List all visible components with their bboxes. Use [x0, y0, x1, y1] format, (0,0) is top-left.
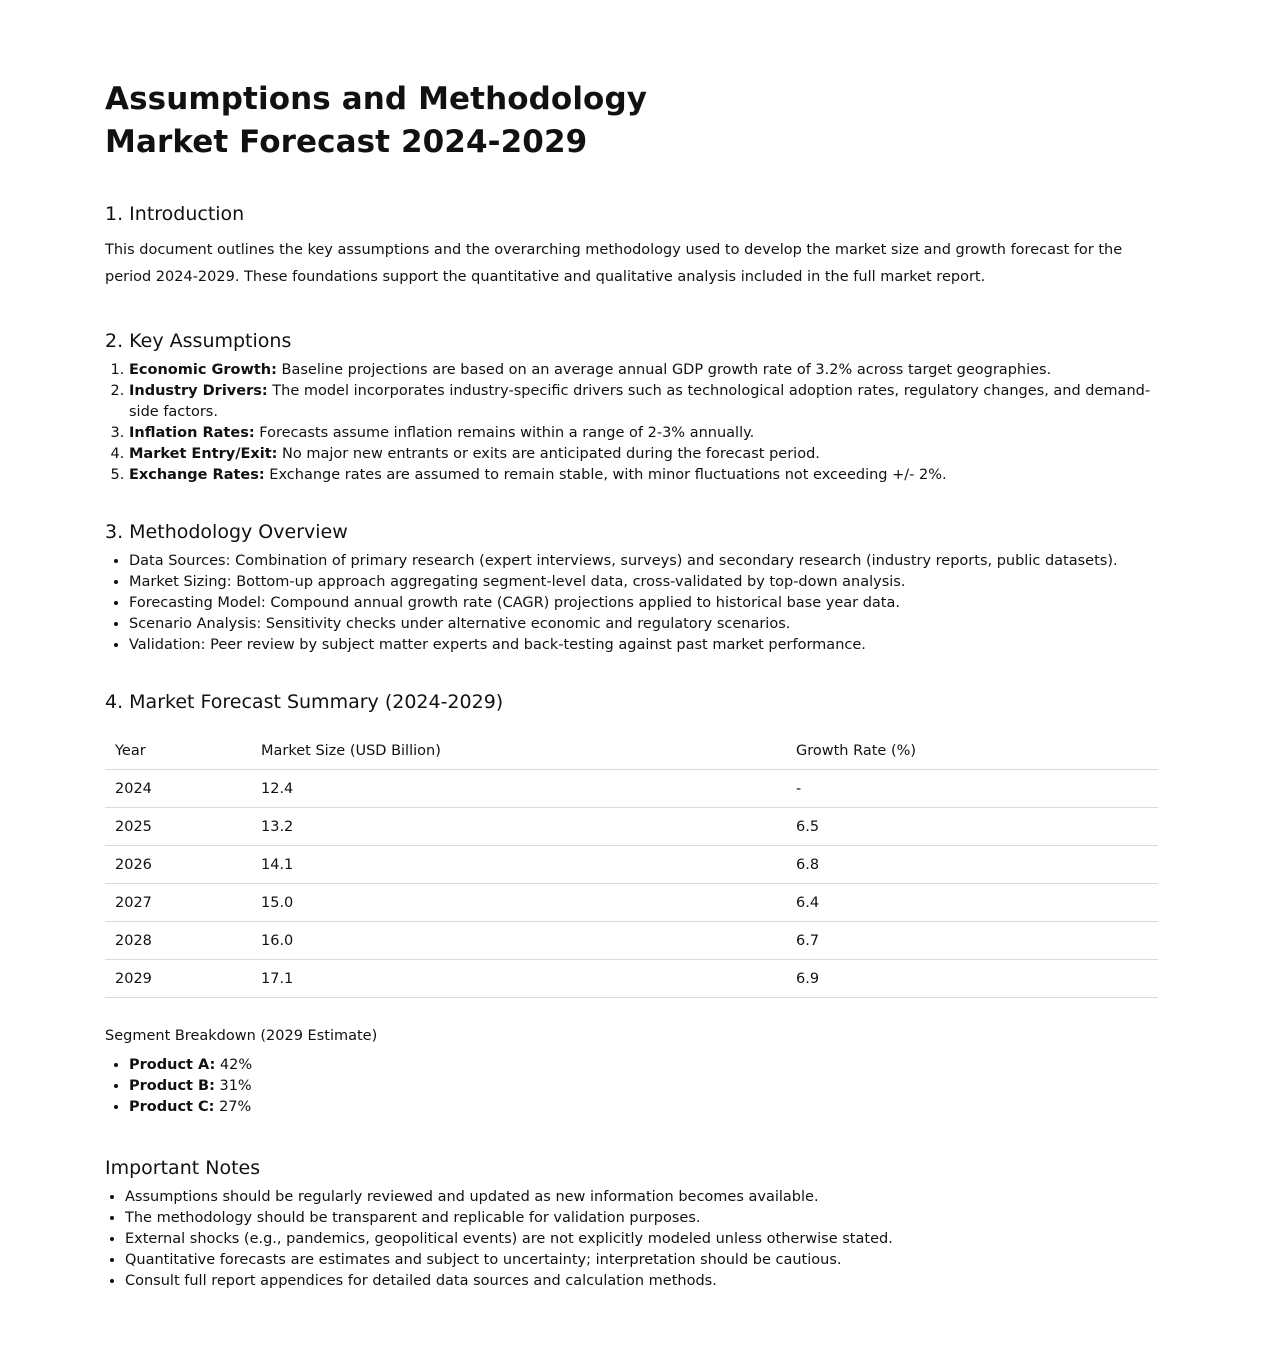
cell-year: 2026 — [105, 846, 251, 884]
column-header-market-size: Market Size (USD Billion) — [251, 732, 786, 770]
assumption-text: No major new entrants or exits are anticipated during the forecast period. — [277, 446, 820, 462]
introduction-text: This document outlines the key assumptions and the overarching methodology used to develop the market size and growth forecast for the period 2024-2029. These foundations support the quantitative and qualitative analysis included in the full market report. — [105, 242, 1123, 285]
assumption-item — [129, 360, 1158, 381]
title-line-1: Assumptions and Methodology — [105, 81, 648, 117]
table-row — [105, 960, 1158, 998]
segment-breakdown-title: Segment Breakdown (2029 Estimate) — [105, 1028, 378, 1044]
note-item: • External shocks (e.g., pandemics, geopolitical events) are not explicitly modeled unless otherwise stated. — [125, 1229, 1158, 1250]
assumption-text: Baseline projections are based on an average annual GDP growth rate of 3.2% across target geographies. — [276, 362, 1052, 378]
cell-market-size: 16.0 — [251, 922, 786, 960]
assumptions-list — [105, 360, 1158, 486]
assumption-text: Forecasts assume inflation remains within a range of 2-3% annually. — [254, 425, 755, 441]
notes-heading: Important Notes — [105, 1157, 261, 1179]
cell-market-size: 13.2 — [251, 808, 786, 846]
assumption-item — [129, 381, 1158, 423]
forecast-table — [105, 732, 1158, 998]
introduction-section — [105, 201, 1158, 291]
table-header-row — [105, 732, 1158, 770]
cell-market-size: 17.1 — [251, 960, 786, 998]
title-line-2: Market Forecast 2024-2029 — [105, 124, 588, 160]
note-item: • The methodology should be transparent and replicable for validation purposes. — [125, 1208, 1158, 1229]
cell-growth-rate: 6.4 — [786, 884, 1158, 922]
cell-growth-rate: 6.8 — [786, 846, 1158, 884]
cell-year: 2025 — [105, 808, 251, 846]
column-header-year: Year — [105, 732, 251, 770]
assumption-label: Economic Growth: — [129, 362, 277, 378]
methodology-list — [105, 551, 1158, 656]
document-title — [105, 78, 1158, 164]
assumption-label: Market Entry/Exit: — [129, 446, 278, 462]
table-row — [105, 770, 1158, 808]
segment-item — [129, 1076, 1158, 1097]
cell-year: 2029 — [105, 960, 251, 998]
segment-value: 42% — [215, 1057, 253, 1073]
methodology-item: • Data Sources: Combination of primary research (expert interviews, surveys) and secondary research (industry reports, public datasets). — [129, 551, 1158, 572]
segment-item — [129, 1097, 1158, 1118]
cell-growth-rate: 6.7 — [786, 922, 1158, 960]
cell-growth-rate: - — [786, 770, 1158, 808]
segment-list — [105, 1055, 1158, 1118]
assumptions-section — [105, 328, 1158, 486]
methodology-item: • Scenario Analysis: Sensitivity checks under alternative economic and regulatory scenarios. — [129, 614, 1158, 635]
notes-list — [105, 1187, 1158, 1292]
assumption-item — [129, 423, 1158, 444]
segment-label: Product A: — [129, 1057, 216, 1073]
segment-item — [129, 1055, 1158, 1076]
forecast-section — [105, 689, 1158, 1118]
methodology-heading: 3. Methodology Overview — [105, 521, 348, 543]
cell-market-size: 15.0 — [251, 884, 786, 922]
assumption-label: Industry Drivers: — [129, 383, 268, 399]
cell-growth-rate: 6.5 — [786, 808, 1158, 846]
methodology-section — [105, 519, 1158, 656]
column-header-growth-rate: Growth Rate (%) — [786, 732, 1158, 770]
cell-year: 2024 — [105, 770, 251, 808]
assumption-text: Exchange rates are assumed to remain stable, with minor fluctuations not exceeding +/- 2%. — [264, 467, 947, 483]
cell-market-size: 12.4 — [251, 770, 786, 808]
table-row — [105, 922, 1158, 960]
cell-growth-rate: 6.9 — [786, 960, 1158, 998]
segment-value: 31% — [214, 1078, 252, 1094]
note-item: • Assumptions should be regularly reviewed and updated as new information becomes available. — [125, 1187, 1158, 1208]
table-row — [105, 884, 1158, 922]
cell-year: 2028 — [105, 922, 251, 960]
cell-market-size: 14.1 — [251, 846, 786, 884]
segment-label: Product B: — [129, 1078, 215, 1094]
assumption-label: Inflation Rates: — [129, 425, 255, 441]
assumptions-heading: 2. Key Assumptions — [105, 330, 292, 352]
note-item: • Quantitative forecasts are estimates and subject to uncertainty; interpretation should be cautious. — [125, 1250, 1158, 1271]
assumption-item — [129, 465, 1158, 486]
note-item: • Consult full report appendices for detailed data sources and calculation methods. — [125, 1271, 1158, 1292]
methodology-item: • Forecasting Model: Compound annual growth rate (CAGR) projections applied to historical base year data. — [129, 593, 1158, 614]
methodology-item: • Validation: Peer review by subject matter experts and back-testing against past market performance. — [129, 635, 1158, 656]
assumption-label: Exchange Rates: — [129, 467, 265, 483]
cell-year: 2027 — [105, 884, 251, 922]
methodology-item: • Market Sizing: Bottom-up approach aggregating segment-level data, cross-validated by top-down analysis. — [129, 572, 1158, 593]
assumption-item — [129, 444, 1158, 465]
table-row — [105, 808, 1158, 846]
notes-section — [105, 1155, 1158, 1292]
assumption-text: The model incorporates industry-specific drivers such as technological adoption rates, regulatory changes, and demand-side factors. — [129, 383, 1151, 420]
table-row — [105, 846, 1158, 884]
forecast-heading: 4. Market Forecast Summary (2024-2029) — [105, 691, 504, 713]
segment-value: 27% — [214, 1099, 252, 1115]
introduction-heading: 1. Introduction — [105, 203, 245, 225]
segment-label: Product C: — [129, 1099, 215, 1115]
